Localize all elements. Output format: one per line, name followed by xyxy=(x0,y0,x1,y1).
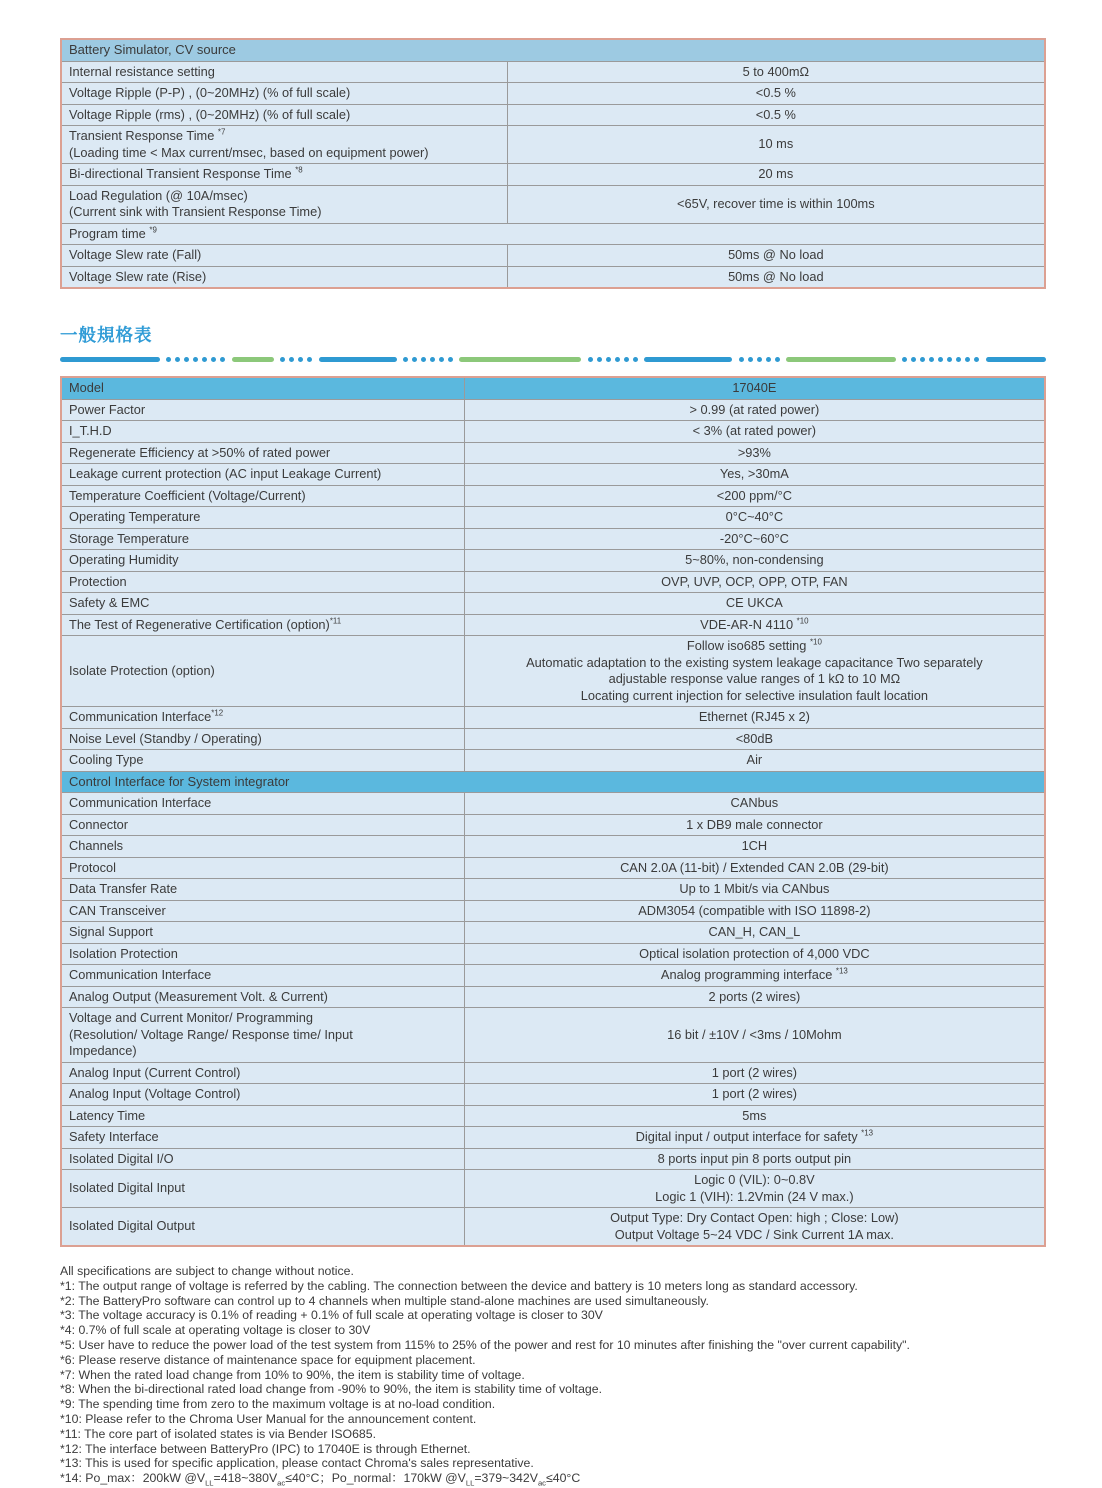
footnote-marker: *7 xyxy=(217,127,226,137)
spec-value: < 3% (at rated power) xyxy=(464,421,1045,443)
spec-value: CAN_H, CAN_L xyxy=(464,922,1045,944)
footnote: *4: 0.7% of full scale at operating voltage is closer to 30V xyxy=(60,1323,371,1338)
spec-row xyxy=(61,164,1045,186)
spec-label: Latency Time xyxy=(61,1105,464,1127)
footnotes xyxy=(60,1264,1050,1486)
spec-value: <0.5 % xyxy=(507,83,1045,105)
spec-row xyxy=(61,61,1045,83)
section-header-label: Control Interface for System integrator xyxy=(61,771,1045,793)
spec-row xyxy=(61,83,1045,105)
footnote: *12: The interface between BatteryPro (IPC) to 17040E is through Ethernet. xyxy=(60,1441,471,1456)
spec-value: 50ms @ No load xyxy=(507,245,1045,267)
spec-value: Follow iso685 setting $^{*10}$ Automatic adaptation to the existing system leakage capacitance Two separately adjustable response value ranges of 1 kΩ to 10 MΩ Locating current injection for selective insulation fault location xyxy=(464,636,1045,707)
spec-value: <80dB xyxy=(464,728,1045,750)
spec-value: 2 ports (2 wires) xyxy=(464,986,1045,1008)
battery-simulator-table-body xyxy=(61,39,1045,288)
footnote-marker: *11 xyxy=(329,616,342,626)
spec-value: 5ms xyxy=(464,1105,1045,1127)
spec-label: Cooling Type xyxy=(61,750,464,772)
footnote: *8: When the bi-directional rated load change from -90% to 90%, the item is stability time of voltage. xyxy=(60,1382,603,1397)
spec-label: Protocol xyxy=(61,857,464,879)
spec-value: 50ms @ No load xyxy=(507,266,1045,288)
spec-row xyxy=(61,442,1045,464)
spec-label: Model xyxy=(61,377,464,399)
spec-value: 1CH xyxy=(464,836,1045,858)
spec-label: Voltage Slew rate (Fall) xyxy=(61,245,507,267)
divider-dots xyxy=(588,357,638,362)
spec-label: Connector xyxy=(61,814,464,836)
spec-row xyxy=(61,836,1045,858)
spec-row xyxy=(61,464,1045,486)
footnote: *13: This is used for specific application, please contact Chroma's sales representative. xyxy=(60,1456,534,1471)
general-spec-table-body xyxy=(61,377,1045,1246)
footnote-marker: *12 xyxy=(211,708,224,718)
footnote: *1: The output range of voltage is referred by the cabling. The connection between the device and battery is 10 meters long as standard accessory. xyxy=(60,1278,858,1293)
spec-row xyxy=(61,485,1045,507)
spec-label: Bi-directional Transient Response Time $^{*8}$ xyxy=(61,164,507,186)
general-spec-table xyxy=(60,376,1046,1247)
spec-row xyxy=(61,900,1045,922)
spec-row xyxy=(61,550,1045,572)
spec-row xyxy=(61,421,1045,443)
spec-label: Operating Humidity xyxy=(61,550,464,572)
spec-value: CANbus xyxy=(464,793,1045,815)
spec-row xyxy=(61,614,1045,636)
subscript: LL xyxy=(465,1478,475,1488)
spec-value: Logic 0 (VIL): 0~0.8V Logic 1 (VIH): 1.2Vmin (24 V max.) xyxy=(464,1170,1045,1208)
spec-label: The Test of Regenerative Certification (option)$^{*11}$ xyxy=(61,614,464,636)
spec-row xyxy=(61,1127,1045,1149)
spec-label: Load Regulation (@ 10A/msec) (Current sink with Transient Response Time) xyxy=(61,185,507,223)
spec-value: Output Type: Dry Contact Open: high ; Close: Low) Output Voltage 5~24 VDC / Sink Current 1A max. xyxy=(464,1208,1045,1247)
spec-label: Temperature Coefficient (Voltage/Current) xyxy=(61,485,464,507)
spec-label: Regenerate Efficiency at >50% of rated power xyxy=(61,442,464,464)
spec-label: Storage Temperature xyxy=(61,528,464,550)
spec-row xyxy=(61,126,1045,164)
spec-value: <0.5 % xyxy=(507,104,1045,126)
spec-label: CAN Transceiver xyxy=(61,900,464,922)
spec-value: Digital input / output interface for safety $^{*13}$ xyxy=(464,1127,1045,1149)
footnote: *10: Please refer to the Chroma User Manual for the announcement content. xyxy=(60,1411,477,1426)
spec-row xyxy=(61,707,1045,729)
spec-row xyxy=(61,879,1045,901)
spec-label: Internal resistance setting xyxy=(61,61,507,83)
subscript: ac xyxy=(537,1478,546,1488)
spec-label: Isolation Protection xyxy=(61,943,464,965)
decorative-divider xyxy=(60,356,1046,362)
divider-segment xyxy=(786,357,896,362)
spec-row xyxy=(61,636,1045,707)
spec-row xyxy=(61,1148,1045,1170)
spec-row xyxy=(61,1084,1045,1106)
spec-value: Ethernet (RJ45 x 2) xyxy=(464,707,1045,729)
spec-row xyxy=(61,571,1045,593)
spec-value: CE UKCA xyxy=(464,593,1045,615)
spec-row xyxy=(61,104,1045,126)
spec-row xyxy=(61,1170,1045,1208)
spec-value: 17040E xyxy=(464,377,1045,399)
spec-value: 0°C~40°C xyxy=(464,507,1045,529)
spec-value: OVP, UVP, OCP, OPP, OTP, FAN xyxy=(464,571,1045,593)
section-header-row xyxy=(61,39,1045,61)
spec-value: Up to 1 Mbit/s via CANbus xyxy=(464,879,1045,901)
divider-segment xyxy=(459,357,581,362)
spec-value: <200 ppm/°C xyxy=(464,485,1045,507)
spec-row xyxy=(61,1062,1045,1084)
divider-segment xyxy=(319,357,397,362)
spec-label: Communication Interface$^{*12}$ xyxy=(61,707,464,729)
spec-label: Analog Input (Voltage Control) xyxy=(61,1084,464,1106)
divider-segment xyxy=(986,357,1046,362)
spec-row xyxy=(61,986,1045,1008)
spec-value: Yes, >30mA xyxy=(464,464,1045,486)
spec-value: 8 ports input pin 8 ports output pin xyxy=(464,1148,1045,1170)
spec-row xyxy=(61,1208,1045,1247)
spec-label: Voltage and Current Monitor/ Programming (Resolution/ Voltage Range/ Response time/ Input Impedance) xyxy=(61,1008,464,1063)
spec-row xyxy=(61,399,1045,421)
spec-row xyxy=(61,943,1045,965)
divider-segment xyxy=(232,357,274,362)
divider-dots xyxy=(280,357,312,362)
spec-row xyxy=(61,223,1045,245)
spec-label: Protection xyxy=(61,571,464,593)
spec-label: Analog Output (Measurement Volt. & Current) xyxy=(61,986,464,1008)
spec-row xyxy=(61,185,1045,223)
spec-row xyxy=(61,507,1045,529)
divider-segment xyxy=(644,357,732,362)
spec-label: Isolate Protection (option) xyxy=(61,636,464,707)
spec-row xyxy=(61,593,1045,615)
footnote: *7: When the rated load change from 10% to 90%, the item is stability time of voltage. xyxy=(60,1367,525,1382)
spec-label: Analog Input (Current Control) xyxy=(61,1062,464,1084)
spec-value: 10 ms xyxy=(507,126,1045,164)
spec-row xyxy=(61,814,1045,836)
spec-value: Analog programming interface $^{*13}$ xyxy=(464,965,1045,987)
spec-label: Voltage Ripple (P-P) , (0~20MHz) (% of full scale) xyxy=(61,83,507,105)
spec-row xyxy=(61,793,1045,815)
spec-label: Voltage Ripple (rms) , (0~20MHz) (% of full scale) xyxy=(61,104,507,126)
spec-label: Power Factor xyxy=(61,399,464,421)
spec-label: Program time $^{*9}$ xyxy=(61,223,1045,245)
footnote: *2: The BatteryPro software can control up to 4 channels when multiple stand-alone machines are used simultaneously. xyxy=(60,1293,709,1308)
subscript: LL xyxy=(205,1478,214,1488)
spec-label: Isolated Digital Input xyxy=(61,1170,464,1208)
general-spec-section-title: 一般規格表 xyxy=(60,325,153,345)
spec-label: Voltage Slew rate (Rise) xyxy=(61,266,507,288)
spec-row xyxy=(61,922,1045,944)
spec-row xyxy=(61,750,1045,772)
spec-value: ADM3054 (compatible with ISO 11898-2) xyxy=(464,900,1045,922)
spec-value: 5 to 400mΩ xyxy=(507,61,1045,83)
spec-label: Communication Interface xyxy=(61,793,464,815)
battery-simulator-table xyxy=(60,38,1046,289)
spec-value: 20 ms xyxy=(507,164,1045,186)
model-header-row xyxy=(61,377,1045,399)
spec-row xyxy=(61,266,1045,288)
spec-value: 1 port (2 wires) xyxy=(464,1084,1045,1106)
spec-value: VDE-AR-N 4110 $^{*10}$ xyxy=(464,614,1045,636)
spec-label: Noise Level (Standby / Operating) xyxy=(61,728,464,750)
spec-label: Safety Interface xyxy=(61,1127,464,1149)
spec-row xyxy=(61,245,1045,267)
footnote: *5: User have to reduce the power load of the test system from 115% to 25% of the power and rest for 10 minutes after finishing the "over current capability". xyxy=(60,1337,910,1352)
footnote: *6: Please reserve distance of maintenance space for equipment placement. xyxy=(60,1352,476,1367)
footnote: *9: The spending time from zero to the maximum voltage is at no-load condition. xyxy=(60,1397,496,1412)
divider-dots xyxy=(739,357,780,362)
spec-label: Channels xyxy=(61,836,464,858)
spec-value: 5~80%, non-condensing xyxy=(464,550,1045,572)
spec-row xyxy=(61,1105,1045,1127)
spec-label: Operating Temperature xyxy=(61,507,464,529)
divider-dots xyxy=(166,357,225,362)
spec-value: >93% xyxy=(464,442,1045,464)
spec-label: Isolated Digital Output xyxy=(61,1208,464,1247)
spec-value: 1 x DB9 male connector xyxy=(464,814,1045,836)
divider-dots xyxy=(403,357,453,362)
spec-label: Data Transfer Rate xyxy=(61,879,464,901)
spec-row xyxy=(61,528,1045,550)
spec-value: CAN 2.0A (11-bit) / Extended CAN 2.0B (29-bit) xyxy=(464,857,1045,879)
footnote-marker: *10 xyxy=(809,637,822,647)
footnote: *11: The core part of isolated states is via Bender ISO685. xyxy=(60,1426,377,1441)
spec-label: Safety & EMC xyxy=(61,593,464,615)
footnote-marker: *9 xyxy=(149,225,157,235)
spec-value: -20°C~60°C xyxy=(464,528,1045,550)
footnote-marker: *13 xyxy=(861,1128,874,1138)
spec-row xyxy=(61,857,1045,879)
divider-dots xyxy=(902,357,979,362)
footnote: *3: The voltage accuracy is 0.1% of reading + 0.1% of full scale at operating voltage is closer to 30V xyxy=(60,1308,603,1323)
spec-value: Air xyxy=(464,750,1045,772)
subscript: ac xyxy=(277,1478,286,1488)
divider-segment xyxy=(60,357,160,362)
spec-row xyxy=(61,728,1045,750)
spec-label: Transient Response Time $^{*7}$ (Loading time < Max current/msec, based on equipment power) xyxy=(61,126,507,164)
spec-value: <65V, recover time is within 100ms xyxy=(507,185,1045,223)
footnote-marker: *10 xyxy=(796,616,809,626)
spec-label: Isolated Digital I/O xyxy=(61,1148,464,1170)
footnote: All specifications are subject to change without notice. xyxy=(60,1264,354,1278)
footnote: *14: Po_max：200kW $@V_{LL}=418\sim 380V_{ac}\le 40^\circ C$；Po_normal：170kW $@V_{LL}=379\sim 342V_{ac}\le 40^\circ C$ xyxy=(60,1471,581,1488)
spec-label: Communication Interface xyxy=(61,965,464,987)
spec-value: 1 port (2 wires) xyxy=(464,1062,1045,1084)
section-header-label: Battery Simulator, CV source xyxy=(61,39,1045,61)
spec-value: > 0.99 (at rated power) xyxy=(464,399,1045,421)
spec-row xyxy=(61,1008,1045,1063)
spec-value: 16 bit / ±10V / <3ms / 10Mohm xyxy=(464,1008,1045,1063)
spec-row xyxy=(61,965,1045,987)
spec-label: Signal Support xyxy=(61,922,464,944)
spec-value: Optical isolation protection of 4,000 VDC xyxy=(464,943,1045,965)
footnote-marker: *8 xyxy=(295,165,303,175)
spec-label: I_T.H.D xyxy=(61,421,464,443)
footnote-marker: *13 xyxy=(835,966,848,976)
section-header-row xyxy=(61,771,1045,793)
spec-label: Leakage current protection (AC input Leakage Current) xyxy=(61,464,464,486)
